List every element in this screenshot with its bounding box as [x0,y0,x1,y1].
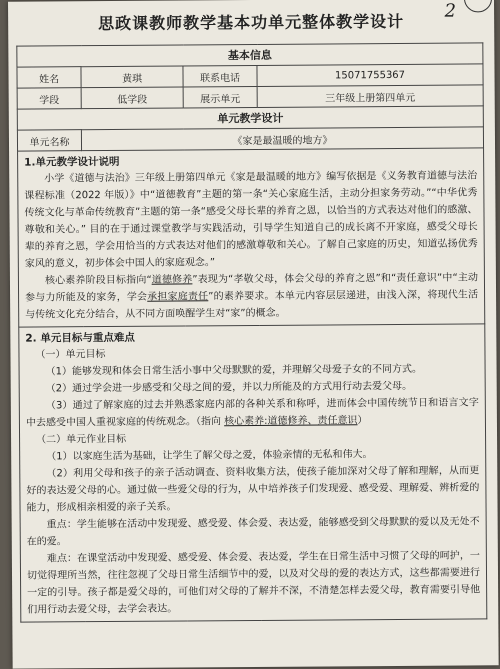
part1-heading: 1.单元教学设计说明 [24,155,120,169]
document-page [8,0,499,669]
phone-label: 联系电话 [183,65,257,87]
homework-1: （1）以家庭生活为基础，让学生了解父母之爱，体验亲情的无私和伟大。 [46,449,373,463]
unit-design-heading: 单元教学设计 [17,106,483,130]
underlined-family-responsibility: 承担家庭责任 [147,291,209,303]
stage-value: 低学段 [81,87,183,109]
part2-row [19,324,487,622]
underlined-core-literacy: 核心素养:道德修养、责任意识 [224,415,358,428]
homework-heading: （二）单元作业目标 [36,433,127,446]
difficulty: 难点：在课堂活动中发现爱、感受爱、体会爱、表达爱，学生在日常生活中习惯了父母的呵护，一切觉得理所当然，往往忽视了父母日常生活细节中的爱，以及对父母的爱的表达方式，这些都需要进行一定的引导。孩子都是爱父母的，可他们对父母的了解并不深，不清楚怎样去爱父母，教育需要引导他们用行动去爱父母，去学会表达。 [26,550,481,616]
part1-paragraph-1: 小学《道德与法治》三年级上册第四单元《家是最温暖的地方》编写依据是《义务教育道德与法治课程标准（2022 年版）》中“道德教育”主题的第一条“关心家庭生活，主动分担家务劳动。”“中华优秀传统文化与革命传统教育”主题的第一条“感受父母长辈的养育之恩，以恰当的方式表达对他们的感激、尊敬和关心。” 目的在于通过课堂教学与实践活动，引导学生知道自己的成长离不开家庭，感受父母长辈的养育之恩，学会用恰当的方式表达对他们的感激尊敬和关心。了解自己家庭的历史，知道弘扬优秀家风的意义，初步体会中国人的家庭观念。” [24,170,478,270]
goal-3: （3）通过了解家庭的过去并熟悉家庭内部的各种关系和称呼，进而体会中国传统节日和语言文字中去感受中国人重视家庭的传统观念。（指向 核心素养:道德修养、责任意识） [25,397,479,429]
design-table [16,42,487,622]
part1-paragraph-2: 核心素养阶段目标指向“道德修养”表现为“孝敬父母，体会父母的养育之恩”和“责任意识”中“主动参与力所能及的家务，学会承担家庭责任”的素养要求。本单元内容层层递进，由浅入深，将现代生活与传统文化充分结合，从不同方面唤醒学生对“家”的概念。 [25,272,479,321]
part1-row [18,148,485,327]
part2-heading: 2. 单元目标与重点难点 [25,331,135,345]
part1-cell [18,148,485,327]
unit-value: 三年级上册第四单元 [257,85,483,108]
name-label: 姓名 [17,67,81,88]
page-number: 2 [444,0,457,22]
part2-cell [19,324,487,622]
goal-heading: （一）单元目标 [35,349,106,361]
unit-name-label: 单元名称 [17,130,81,151]
unit-name-value: 《家是最温暖的地方》 [81,127,483,151]
document-title: 思政课教师教学基本功单元整体教学设计 [98,11,405,34]
key-point: 重点：学生能够在活动中发现爱、感受爱、体会爱、表达爱，能够感受到父母默默的爱以及无处不在的爱。 [26,516,480,548]
underlined-moral-cultivation: 道德修养 [151,274,193,286]
stage-label: 学段 [17,88,81,109]
basic-info-heading: 基本信息 [17,43,483,67]
goal-1: （1）能够发现和体会日常生活小事中父母默默的爱，并理解父母爱子女的不同方式。 [45,363,422,378]
homework-2: （2）利用父母和孩子的亲子活动调查、资料收集方法，使孩子能加深对父母了解和理解，从而更好的表达爱父母的心。通过做一些爱父母的行为，从中培养孩子们发现爱、感受爱、理解爱、辨析爱的能力，形成相亲相爱的亲子关系。 [26,465,480,514]
name-value: 黄琪 [81,66,183,88]
unit-label: 展示单元 [183,86,257,108]
phone-value: 15071755367 [257,64,483,87]
goal-2: （2）通过学会进一步感受和父母之间的爱，并以力所能及的方式用行动去爱父母。 [45,380,413,395]
